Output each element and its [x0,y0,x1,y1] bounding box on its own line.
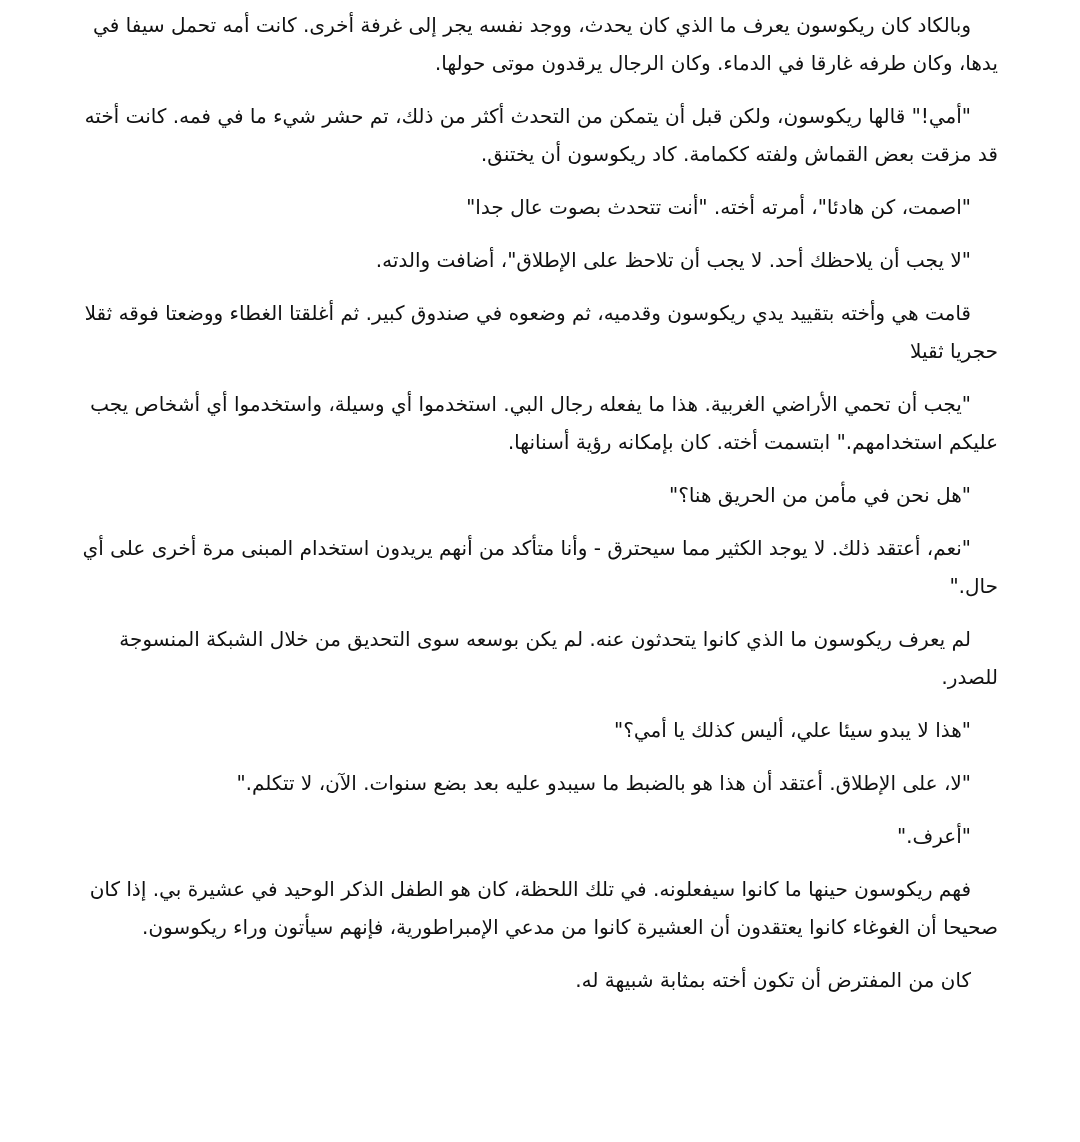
paragraph-3: "اصمت، كن هادئا"، أمرته أخته. "أنت تتحدث بصوت عال جدا" [466,195,971,219]
paragraph-2: "أمي!" قالها ريكوسون، ولكن قبل أن يتمكن من التحدث أكثر من ذلك، تم حشر شيء ما في فمه. كانت أخته قد مزقت بعض القماش ولفته ككمامة. كاد ريكوسون أن يختنق. [84,104,998,166]
paragraph-13: فهم ريكوسون حينها ما كانوا سيفعلونه. في تلك اللحظة، كان هو الطفل الذكر الوحيد في عشيرة بي. إذا كان صحيحا أن الغوغاء كانوا يعتقدون أن العشيرة كانوا من مدعي الإمبراطورية، فإنهم سيأتون وراء ريكوسون. [89,877,998,939]
paragraph-14: كان من المفترض أن تكون أخته بمثابة شبيهة له. [575,968,971,992]
paragraph-11: "لا، على الإطلاق. أعتقد أن هذا هو بالضبط ما سيبدو عليه بعد بضع سنوات. الآن، لا تتكلم." [236,771,971,795]
paragraph-1: وبالكاد كان ريكوسون يعرف ما الذي كان يحدث، ووجد نفسه يجر إلى غرفة أخرى. كانت أمه تحمل سيفا في يدها، وكان طرفه غارقا في الدماء. وكان الرجال يرقدون موتى حولها. [93,13,998,75]
paragraph-10: "هذا لا يبدو سيئا علي، أليس كذلك يا أمي؟" [614,718,971,742]
paragraph-7: "هل نحن في مأمن من الحريق هنا؟" [669,483,971,507]
paragraph-5: قامت هي وأخته بتقييد يدي ريكوسون وقدميه، ثم وضعوه في صندوق كبير. ثم أغلقتا الغطاء ووضعتا فوقه ثقلا حجريا ثقيلا [84,301,998,363]
paragraph-12: "أعرف." [896,824,971,848]
paragraph-6: "يجب أن تحمي الأراضي الغربية. هذا ما يفعله رجال البي. استخدموا أي وسيلة، واستخدموا أي أشخاص يجب عليكم استخدامهم." ابتسمت أخته. كان بإمكانه رؤية أسنانها. [90,392,998,454]
paragraph-9: لم يعرف ريكوسون ما الذي كانوا يتحدثون عنه. لم يكن بوسعه سوى التحديق من خلال الشبكة المنسوجة للصدر. [119,627,998,689]
paragraph-4: "لا يجب أن يلاحظك أحد. لا يجب أن تلاحظ على الإطلاق"، أضافت والدته. [375,248,971,272]
paragraph-8: "نعم، أعتقد ذلك. لا يوجد الكثير مما سيحترق - وأنا متأكد من أنهم يريدون استخدام المبنى مرة أخرى على أي حال." [82,536,998,598]
